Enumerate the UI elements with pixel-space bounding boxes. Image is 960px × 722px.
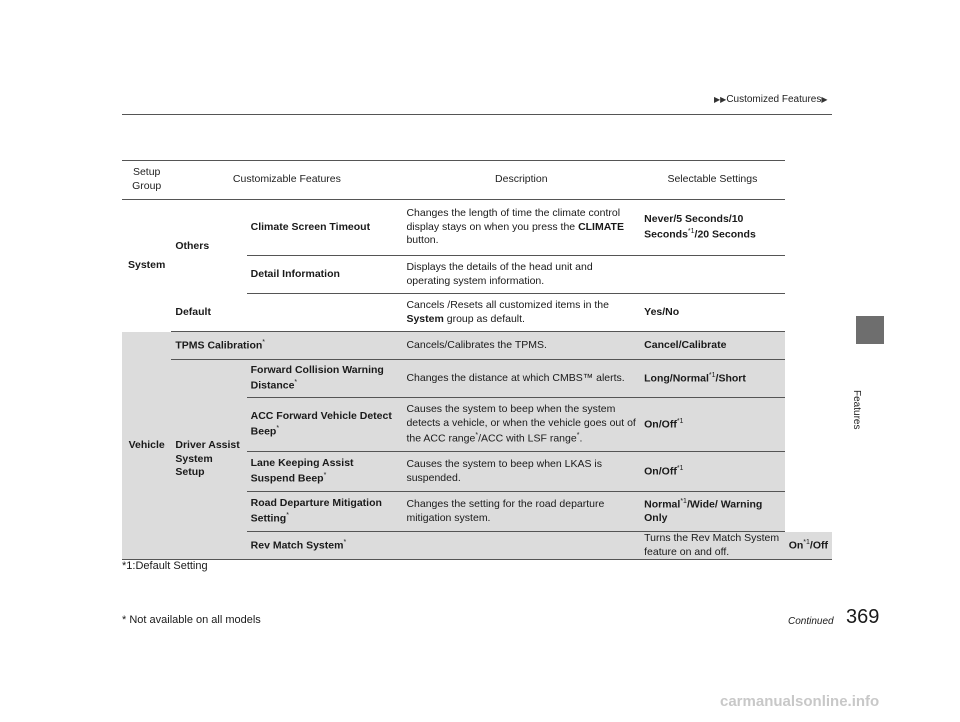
feature-detail-info: Detail Information (247, 256, 403, 294)
default-setting-footnote: *1:Default Setting (122, 560, 208, 572)
breadcrumb (714, 94, 828, 105)
desc-text: button. (406, 234, 439, 247)
desc-bold: System (406, 312, 444, 325)
footnote-mark: * (262, 338, 266, 346)
desc-lka-beep: Causes the system to beep when LKAS is suspended. (402, 452, 640, 492)
desc-tpms: Cancels/Calibrates the TPMS. (402, 332, 640, 360)
subgroup-others: Others (175, 239, 210, 252)
setting: Warning Only (644, 498, 763, 525)
setting: On (644, 465, 659, 478)
desc-text: /ACC with LSF range (478, 432, 577, 445)
setting: Off (812, 539, 828, 552)
desc-rdm: Changes the setting for the road departure mitigation system. (402, 492, 640, 532)
setting: Calibrate (681, 338, 727, 351)
breadcrumb-label: Customized Features (726, 94, 822, 105)
desc-default (402, 294, 640, 332)
feature-label: Road Departure Mitigation Setting (250, 497, 382, 525)
continued-label: Continued (788, 616, 834, 627)
feature-label: Rev Match System (250, 539, 344, 552)
footnote-mark: *1 (676, 417, 684, 425)
footnote-mark: *1 (803, 538, 810, 546)
desc-detail-info: Displays the details of the head unit and operating system information. (402, 256, 640, 294)
footnote-mark: *1 (687, 227, 695, 235)
desc-text: Cancels /Resets all customized items in the (406, 298, 609, 311)
table-header-row (122, 161, 832, 200)
footnote-mark: * (475, 431, 479, 439)
setting: Never (644, 213, 674, 226)
footnote-mark: *1 (676, 464, 684, 472)
setting: 20 Seconds (697, 228, 756, 241)
settings-rev-match: On$^{*1}$/Off (785, 532, 832, 560)
desc-text: . (579, 432, 583, 445)
availability-note: * Not available on all models (122, 614, 261, 626)
page-number: 369 (846, 606, 880, 628)
setting: Cancel (644, 338, 679, 351)
setting: Normal (672, 372, 709, 385)
footnote-mark: * (323, 471, 327, 479)
watermark: carmanualsonline.info (720, 693, 880, 710)
feature-rdm (247, 492, 403, 532)
footnote-mark: * (576, 431, 580, 439)
footnote-mark: *1 (708, 371, 716, 379)
side-tab-marker (856, 316, 884, 344)
setting: Off (661, 418, 677, 431)
settings-lka-beep: On/Off$^{*1}$ (640, 452, 785, 492)
settings-detail-info (640, 256, 785, 294)
feature-label: TPMS Calibration (175, 339, 263, 352)
side-tab-label: Features (851, 390, 862, 430)
settings-acc-beep: On/Off$^{*1}$ (640, 398, 785, 452)
feature-lka-beep (247, 452, 403, 492)
setting: Long (644, 372, 670, 385)
setting: Off (661, 465, 677, 478)
header-setup-group: Setup Group (122, 161, 171, 200)
desc-rev-match: Turns the Rev Match System feature on and off. (640, 532, 785, 560)
header-features: Customizable Features (171, 161, 402, 200)
desc-text: Changes the length of time the climate control display stays on when you press the (406, 207, 621, 233)
feature-climate-timeout: Climate Screen Timeout (247, 200, 403, 256)
subgroup-driver-assist: Driver Assist System Setup (171, 360, 246, 560)
footnote-mark: * (343, 539, 347, 547)
footnote-mark: * (276, 424, 280, 432)
setting: Short (718, 372, 746, 385)
desc-fcw: Changes the distance at which CMBS™ alerts. (402, 360, 640, 398)
settings-climate-timeout: Never/5 Seconds/10 Seconds$^{*1}$/20 Seconds (640, 200, 785, 256)
triangle-icon: ▶▶ (714, 95, 727, 104)
setting: Normal (644, 498, 681, 511)
desc-text: group as default. (443, 312, 525, 325)
setting: On (788, 539, 804, 552)
setting: 5 Seconds (676, 213, 729, 226)
header-description: Description (402, 161, 640, 200)
feature-default: Default (171, 294, 402, 332)
setting: On (644, 418, 659, 431)
footnote-mark: *1 (680, 498, 687, 506)
footnote-mark: * (286, 511, 289, 519)
desc-text: Causes the system to beep when the system detects a vehicle, or when the vehicle goes out of the ACC range (406, 403, 636, 445)
setting: No (665, 305, 680, 318)
feature-acc-beep (247, 398, 403, 452)
desc-bold: CLIMATE (578, 220, 624, 233)
feature-fcw (247, 360, 403, 398)
feature-tpms (171, 332, 402, 360)
feature-label: Forward Collision Warning Distance (250, 364, 384, 392)
feature-label: ACC Forward Vehicle Detect Beep (250, 410, 392, 438)
header-settings: Selectable Settings (640, 161, 785, 200)
setting: Yes (644, 305, 663, 318)
settings-fcw: Long/Normal$^{*1}$/Short (640, 360, 785, 398)
desc-acc-beep (402, 398, 640, 452)
feature-rev-match (247, 532, 641, 560)
feature-label: Lane Keeping Assist Suspend Beep (250, 457, 354, 485)
setting: 10 Seconds (644, 213, 744, 241)
customized-features-table (122, 160, 832, 560)
footnote-mark: * (294, 378, 298, 386)
header-rule (122, 114, 832, 115)
triangle-icon: ▶ (821, 95, 828, 104)
settings-rdm: Normal$^{*1}$/Wide/ Warning Only (640, 492, 785, 532)
group-system: System (128, 258, 166, 271)
group-vehicle: Vehicle (122, 332, 171, 560)
desc-climate-timeout (402, 200, 640, 256)
settings-tpms: Cancel/Calibrate (640, 332, 785, 360)
settings-default: Yes/No (640, 294, 785, 332)
setting: Wide (689, 498, 715, 511)
